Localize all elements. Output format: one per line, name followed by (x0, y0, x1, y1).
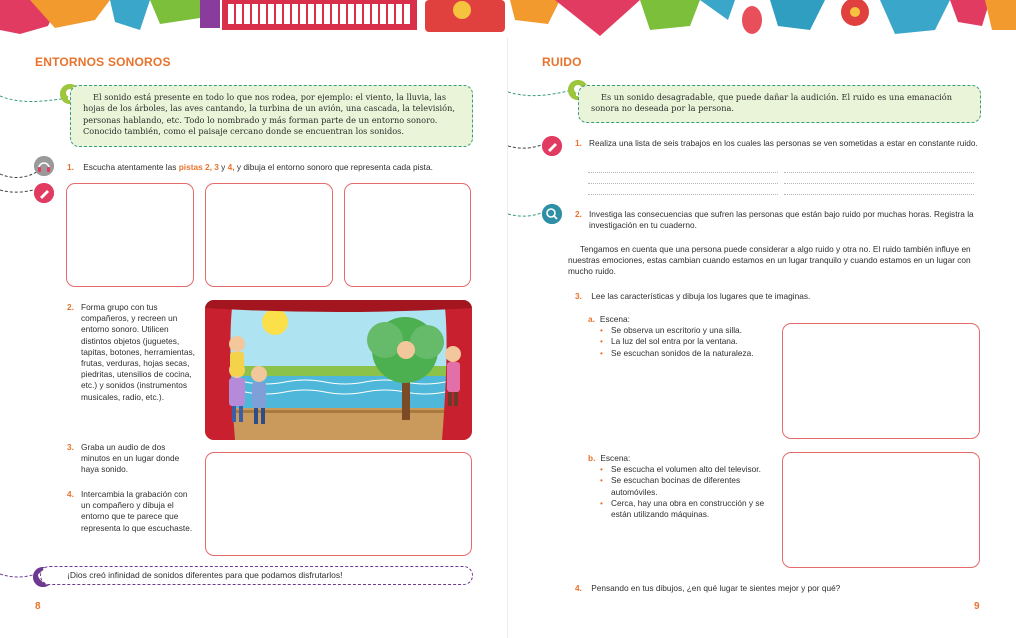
intro-box: El sonido está presente en todo lo que nos rodea, por ejemplo: el viento, la lluvia, las hojas de los árboles, las aves cantando, la turbina de un avión, una cascada, la televisión, personas hablando, etc. Todo lo nombrado y más forman parte de un entorno sonoro. Conocido también, como el paisaje cercano donde se encuentran los sonidos. (70, 85, 473, 147)
activity-text: Intercambia la grabación con un compañero y dibuja el entorno que te parece que representa lo que escuchaste. (81, 489, 193, 533)
decorative-banner (0, 0, 1016, 38)
track-highlight: pistas 2, 3 (178, 162, 219, 172)
left-page (0, 38, 508, 638)
activity-number: 4. (67, 489, 74, 499)
activity-4 (575, 583, 980, 594)
scene-label: Escena: (600, 453, 631, 463)
answer-line[interactable] (588, 194, 778, 195)
activity-2 (67, 302, 195, 403)
closing-message: ¡Dios creó infinidad de sonidos diferentes para que podamos disfrutarlos! (40, 566, 473, 585)
track-highlight: 4, (227, 162, 235, 172)
activity-number: 3. (67, 442, 74, 452)
activity-number: 3. (575, 291, 582, 301)
pencil-icon (34, 183, 54, 203)
activity-text: Realiza una lista de seis trabajos en los cuales las personas se ven sometidas a estar en constante ruido. (589, 138, 978, 148)
pencil-icon (542, 136, 562, 156)
activity-number: 1. (575, 138, 582, 148)
activity-text: y dibuja el entorno sonoro que representa cada pista. (236, 162, 433, 172)
noise-paragraph: Tengamos en cuenta que una persona puede considerar a algo ruido y otra no. El ruido también influye en nuestras emociones, estas cambian cuando estamos en un lugar tranquilo y cuando estamos en un lugar con mucho ruido. (568, 244, 971, 277)
scene-item: • Cerca, hay una obra en construcción y se están utilizando máquinas. (597, 498, 778, 520)
section-title-ruido: RUIDO (542, 55, 582, 69)
section-title-entornos: ENTORNOS SONOROS (35, 55, 171, 69)
research-icon (542, 204, 562, 224)
answer-line[interactable] (588, 172, 778, 173)
answer-line[interactable] (784, 172, 974, 173)
activity-number: 2. (67, 302, 74, 312)
activity-number: 4. (575, 583, 582, 593)
headphones-icon (34, 156, 54, 176)
intro-box: Es un sonido desagradable, que puede dañar la audición. El ruido es una emanación sonora no deseada por la persona. (578, 85, 981, 123)
answer-line[interactable] (784, 183, 974, 184)
scene-item: • La luz del sol entra por la ventana. (597, 336, 778, 347)
activity-text: Graba un audio de dos minutos en un lugar donde haya sonido. (81, 442, 180, 475)
right-page (508, 38, 1016, 638)
activity-number: 2. (575, 209, 582, 219)
answer-line[interactable] (588, 183, 778, 184)
activity-2 (575, 209, 980, 231)
activity-number: 1. (67, 162, 74, 172)
drawing-area-recording[interactable] (205, 452, 472, 556)
scene-letter: a. (588, 314, 595, 324)
activity-4 (67, 489, 195, 534)
scene-b (588, 453, 778, 520)
scene-a (588, 314, 778, 359)
activity-3 (67, 442, 195, 476)
activity-3 (575, 291, 980, 302)
dashed-connector (508, 84, 574, 100)
drawing-area-track-4[interactable] (344, 183, 471, 287)
scene-letter: b. (588, 453, 596, 463)
activity-1 (575, 138, 980, 149)
drawing-area-track-3[interactable] (205, 183, 333, 287)
activity-text: Forma grupo con tus compañeros, y recreen un entorno sonoro. Utilicen distintos objetos (juguetes, tapitas, botones, herramientas, frutas, verduras, hojas secas, piedritas, utensilios de cocina, etc.) y sonidos (instrumentos musicales, radio, etc.). (81, 302, 195, 402)
scene-item: • Se escuchan bocinas de diferentes automóviles. (597, 475, 778, 497)
scene-label: Escena: (599, 314, 630, 324)
drawing-area-scene-a[interactable] (782, 323, 980, 439)
activity-text: Pensando en tus dibujos, ¿en qué lugar te sientes mejor y por qué? (591, 583, 841, 593)
scene-item: • Se escuchan sonidos de la naturaleza. (597, 348, 778, 359)
drawing-area-track-2[interactable] (66, 183, 194, 287)
activity-text: y (221, 162, 226, 172)
activity-text: Lee las características y dibuja los lugares que te imaginas. (591, 291, 811, 301)
answer-line[interactable] (784, 194, 974, 195)
drawing-area-scene-b[interactable] (782, 452, 980, 568)
page-number: 9 (974, 601, 980, 612)
scene-item: • Se observa un escritorio y una silla. (597, 325, 778, 336)
activity-1 (67, 162, 467, 173)
stage-illustration (205, 300, 472, 440)
activity-text: Investiga las consecuencias que sufren las personas que están bajo ruido por muchas horas. Registra la investigación en tu cuaderno. (589, 209, 974, 231)
page-number: 8 (35, 601, 41, 612)
scene-item: • Se escucha el volumen alto del televisor. (597, 464, 778, 475)
activity-text: Escucha atentamente las (83, 162, 177, 172)
